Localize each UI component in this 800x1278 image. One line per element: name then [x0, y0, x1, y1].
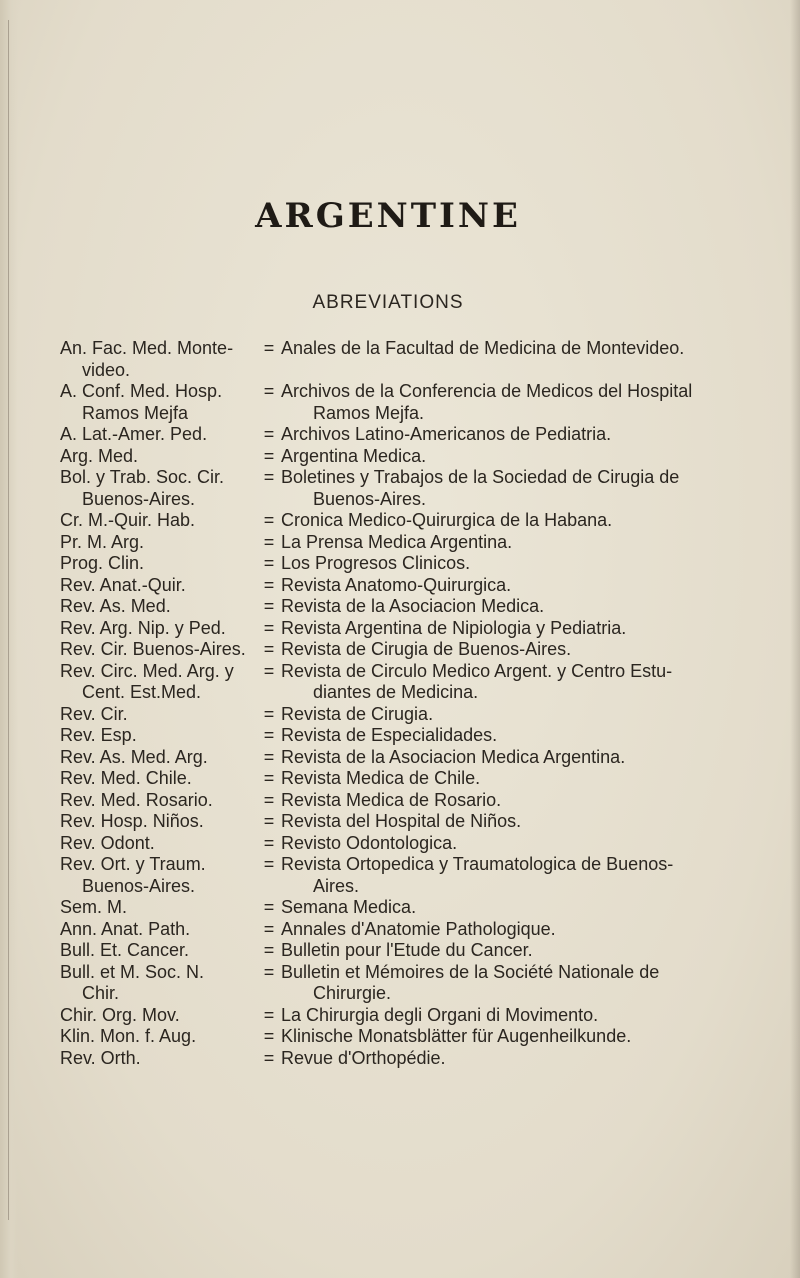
abbreviation-text: Rev. Circ. Med. Arg. y: [60, 660, 234, 681]
full-title-text: Los Progresos Clinicos.: [281, 553, 471, 573]
equals-sign: =: [263, 703, 275, 724]
abbreviation-entry: [60, 596, 710, 618]
full-title-text: Cronica Medico-Quirurgica de la Habana.: [281, 510, 613, 530]
full-title-text: Revista Argentina de Nipiologia y Pediatria.: [281, 617, 627, 638]
abbreviation-entry: [60, 381, 710, 424]
full-title: [281, 725, 710, 747]
equals-sign: =: [263, 1047, 275, 1068]
abbreviation-entry: [60, 618, 710, 640]
full-title: [281, 467, 710, 510]
full-title: [281, 661, 710, 704]
abbreviation-entry: [60, 897, 710, 919]
abbreviation-text: Cr. M.-Quir. Hab.: [60, 510, 196, 530]
abbreviation-entry: [60, 768, 710, 790]
abbreviation-term: [60, 575, 257, 597]
full-title-text-continued: Buenos-Aires.: [313, 488, 427, 509]
equals-sign: =: [263, 961, 275, 982]
abbreviation-text-continued: Chir.: [82, 983, 120, 1003]
abbreviation-text: Bull. et M. Soc. N.: [60, 961, 205, 982]
full-title-text: Revista Anatomo-Quirurgica.: [281, 574, 512, 595]
abbreviation-entry: [60, 790, 710, 812]
abbreviation-term: [60, 897, 257, 919]
abbreviation-text: Rev. Med. Rosario.: [60, 789, 213, 810]
abbreviation-text: Rev. Med. Chile.: [60, 768, 192, 788]
equals-sign: =: [263, 811, 275, 831]
abbreviation-text-continued: Buenos-Aires.: [82, 488, 196, 509]
abbreviation-text: A. Conf. Med. Hosp.: [60, 381, 223, 401]
abbreviation-text: Ann. Anat. Path.: [60, 918, 191, 939]
equals-sign: =: [263, 660, 275, 681]
abbreviation-text: Klin. Mon. f. Aug.: [60, 1026, 197, 1046]
abbreviation-text: Pr. M. Arg.: [60, 531, 145, 552]
equals-sign: =: [263, 746, 275, 767]
full-title-text: La Prensa Medica Argentina.: [281, 531, 513, 552]
abbreviation-entry: [60, 725, 710, 747]
abbreviation-term: [60, 1026, 257, 1048]
full-title: [281, 532, 710, 554]
abbreviation-entry: [60, 833, 710, 855]
abbreviation-text: A. Lat.-Amer. Ped.: [60, 424, 208, 444]
equals-sign: =: [263, 338, 275, 358]
abbreviation-term: [60, 768, 257, 790]
full-title: [281, 424, 710, 446]
abbreviation-text-continued: video.: [82, 359, 131, 380]
equals-sign: =: [263, 639, 275, 659]
abbreviation-term: [60, 1005, 257, 1027]
abbreviation-entry: [60, 1026, 710, 1048]
equals-sign: =: [263, 467, 275, 487]
abbreviation-text: Rev. Odont.: [60, 832, 155, 853]
abbreviation-term: [60, 940, 257, 962]
equals-sign: =: [263, 445, 275, 466]
full-title-text: Revista de Cirugia.: [281, 703, 434, 724]
full-title: [281, 596, 710, 618]
full-title-text: Revisto Odontologica.: [281, 832, 458, 853]
equals-sign: =: [263, 510, 275, 530]
full-title: [281, 381, 710, 424]
full-title: [281, 618, 710, 640]
full-title: [281, 446, 710, 468]
abbreviation-term: [60, 747, 257, 769]
section-subtitle: ABREVIATIONS: [312, 292, 464, 313]
equals-sign: =: [263, 553, 275, 573]
full-title-text: Klinische Monatsblätter für Augenheilkunde.: [281, 1026, 632, 1046]
abbreviation-term: [60, 919, 257, 941]
abbreviation-entry: [60, 919, 710, 941]
full-title: [281, 854, 710, 897]
full-title-text: Argentina Medica.: [281, 445, 427, 466]
full-title: [281, 639, 710, 661]
abbreviation-text: Bol. y Trab. Soc. Cir.: [60, 467, 225, 487]
full-title-text: La Chirurgia degli Organi di Movimento.: [281, 1004, 599, 1025]
full-title: [281, 1048, 710, 1070]
full-title: [281, 919, 710, 941]
abbreviation-entry: [60, 424, 710, 446]
abbreviation-text: Rev. Cir. Buenos-Aires.: [60, 639, 246, 659]
abbreviation-text: Rev. As. Med.: [60, 596, 171, 616]
equals-sign: =: [263, 768, 275, 788]
abbreviation-term: [60, 381, 257, 424]
full-title: [281, 962, 710, 1005]
full-title-text: Archivos de la Conferencia de Medicos del Hospital: [281, 381, 693, 401]
abbreviation-term: [60, 639, 257, 661]
abbreviation-entry: [60, 940, 710, 962]
abbreviation-term: [60, 1048, 257, 1070]
full-title-text: Revista de la Asociacion Medica Argentina.: [281, 746, 626, 767]
abbreviation-text: Rev. Esp.: [60, 725, 137, 745]
full-title: [281, 747, 710, 769]
full-title: [281, 897, 710, 919]
equals-sign: =: [263, 725, 275, 745]
full-title: [281, 1005, 710, 1027]
abbreviation-list: [60, 338, 710, 1069]
abbreviation-term: [60, 424, 257, 446]
full-title-text: Boletines y Trabajos de la Sociedad de Cirugia de: [281, 467, 680, 487]
full-title: [281, 1026, 710, 1048]
full-title: [281, 510, 710, 532]
abbreviation-text: Rev. Anat.-Quir.: [60, 574, 186, 595]
abbreviation-text: Rev. Arg. Nip. y Ped.: [60, 617, 226, 638]
abbreviation-text: Rev. Orth.: [60, 1047, 141, 1068]
abbreviation-text: Rev. Hosp. Niños.: [60, 811, 204, 831]
full-title-text: Revista Ortopedica y Traumatologica de Buenos-: [281, 854, 674, 874]
abbreviation-term: [60, 596, 257, 618]
abbreviation-entry: [60, 704, 710, 726]
abbreviation-term: [60, 510, 257, 532]
binding-edge: [0, 0, 18, 1278]
abbreviation-entry: [60, 661, 710, 704]
full-title: [281, 940, 710, 962]
abbreviation-term: [60, 704, 257, 726]
full-title-text: Revista Medica de Chile.: [281, 768, 481, 788]
abbreviation-term: [60, 532, 257, 554]
abbreviation-term: [60, 446, 257, 468]
equals-sign: =: [263, 897, 275, 917]
equals-sign: =: [263, 596, 275, 616]
abbreviation-term: [60, 553, 257, 575]
abbreviation-entry: [60, 532, 710, 554]
full-title-text-continued: Chirurgie.: [313, 983, 392, 1003]
abbreviation-term: [60, 618, 257, 640]
abbreviation-entry: [60, 510, 710, 532]
full-title-text-continued: Ramos Mejfa.: [313, 402, 425, 423]
equals-sign: =: [263, 940, 275, 960]
full-title-text: Revista del Hospital de Niños.: [281, 811, 522, 831]
abbreviation-term: [60, 661, 257, 704]
equals-sign: =: [263, 1026, 275, 1046]
full-title: [281, 790, 710, 812]
abbreviation-term: [60, 962, 257, 1005]
abbreviation-entry: [60, 747, 710, 769]
abbreviation-text: Prog. Clin.: [60, 553, 145, 573]
abbreviation-entry: [60, 467, 710, 510]
full-title-text: Anales de la Facultad de Medicina de Montevideo.: [281, 338, 685, 358]
abbreviation-term: [60, 833, 257, 855]
abbreviation-term: [60, 725, 257, 747]
abbreviation-entry: [60, 811, 710, 833]
equals-sign: =: [263, 617, 275, 638]
full-title-text: Annales d'Anatomie Pathologique.: [281, 918, 556, 939]
abbreviation-entry: [60, 962, 710, 1005]
full-title-text: Revista de Circulo Medico Argent. y Centro Estu-: [281, 660, 673, 681]
full-title-text: Revista de la Asociacion Medica.: [281, 596, 545, 616]
abbreviation-term: [60, 467, 257, 510]
equals-sign: =: [263, 918, 275, 939]
abbreviation-text: Rev. Cir.: [60, 703, 128, 724]
full-title-text-continued: Aires.: [313, 875, 360, 896]
abbreviation-text-continued: Buenos-Aires.: [82, 875, 196, 896]
full-title: [281, 704, 710, 726]
full-title-text: Bulletin et Mémoires de la Société Nationale de: [281, 961, 660, 982]
full-title-text: Revue d'Orthopédie.: [281, 1047, 446, 1068]
full-title-text: Revista de Especialidades.: [281, 725, 498, 745]
equals-sign: =: [263, 574, 275, 595]
abbreviation-term: [60, 854, 257, 897]
abbreviation-text-continued: Ramos Mejfa: [82, 402, 189, 423]
abbreviation-entry: [60, 553, 710, 575]
full-title: [281, 338, 710, 360]
abbreviation-text: Rev. Ort. y Traum.: [60, 854, 206, 874]
full-title: [281, 833, 710, 855]
full-title-text-continued: diantes de Medicina.: [313, 682, 479, 702]
abbreviation-text: Sem. M.: [60, 897, 128, 917]
equals-sign: =: [263, 424, 275, 444]
abbreviation-entry: [60, 446, 710, 468]
abbreviation-text: Rev. As. Med. Arg.: [60, 746, 208, 767]
equals-sign: =: [263, 1004, 275, 1025]
abbreviation-text: Arg. Med.: [60, 445, 139, 466]
equals-sign: =: [263, 832, 275, 853]
equals-sign: =: [263, 381, 275, 401]
abbreviation-text-continued: Cent. Est.Med.: [82, 682, 202, 702]
page-edge-shadow: [790, 0, 800, 1278]
full-title: [281, 575, 710, 597]
page-title: ARGENTINE: [255, 196, 521, 236]
abbreviation-text: Chir. Org. Mov.: [60, 1004, 180, 1025]
abbreviation-term: [60, 790, 257, 812]
abbreviation-entry: [60, 1005, 710, 1027]
full-title-text: Bulletin pour l'Etude du Cancer.: [281, 940, 533, 960]
full-title-text: Revista Medica de Rosario.: [281, 789, 502, 810]
equals-sign: =: [263, 789, 275, 810]
full-title: [281, 768, 710, 790]
abbreviation-term: [60, 338, 257, 381]
abbreviation-entry: [60, 338, 710, 381]
abbreviation-entry: [60, 575, 710, 597]
full-title: [281, 811, 710, 833]
abbreviation-text: An. Fac. Med. Monte-: [60, 338, 234, 358]
abbreviation-entry: [60, 854, 710, 897]
abbreviation-term: [60, 811, 257, 833]
abbreviation-entry: [60, 639, 710, 661]
equals-sign: =: [263, 854, 275, 874]
full-title-text: Archivos Latino-Americanos de Pediatria.: [281, 424, 612, 444]
abbreviation-text: Bull. Et. Cancer.: [60, 940, 190, 960]
full-title: [281, 553, 710, 575]
full-title-text: Revista de Cirugia de Buenos-Aires.: [281, 639, 572, 659]
abbreviation-entry: [60, 1048, 710, 1070]
full-title-text: Semana Medica.: [281, 897, 417, 917]
equals-sign: =: [263, 531, 275, 552]
